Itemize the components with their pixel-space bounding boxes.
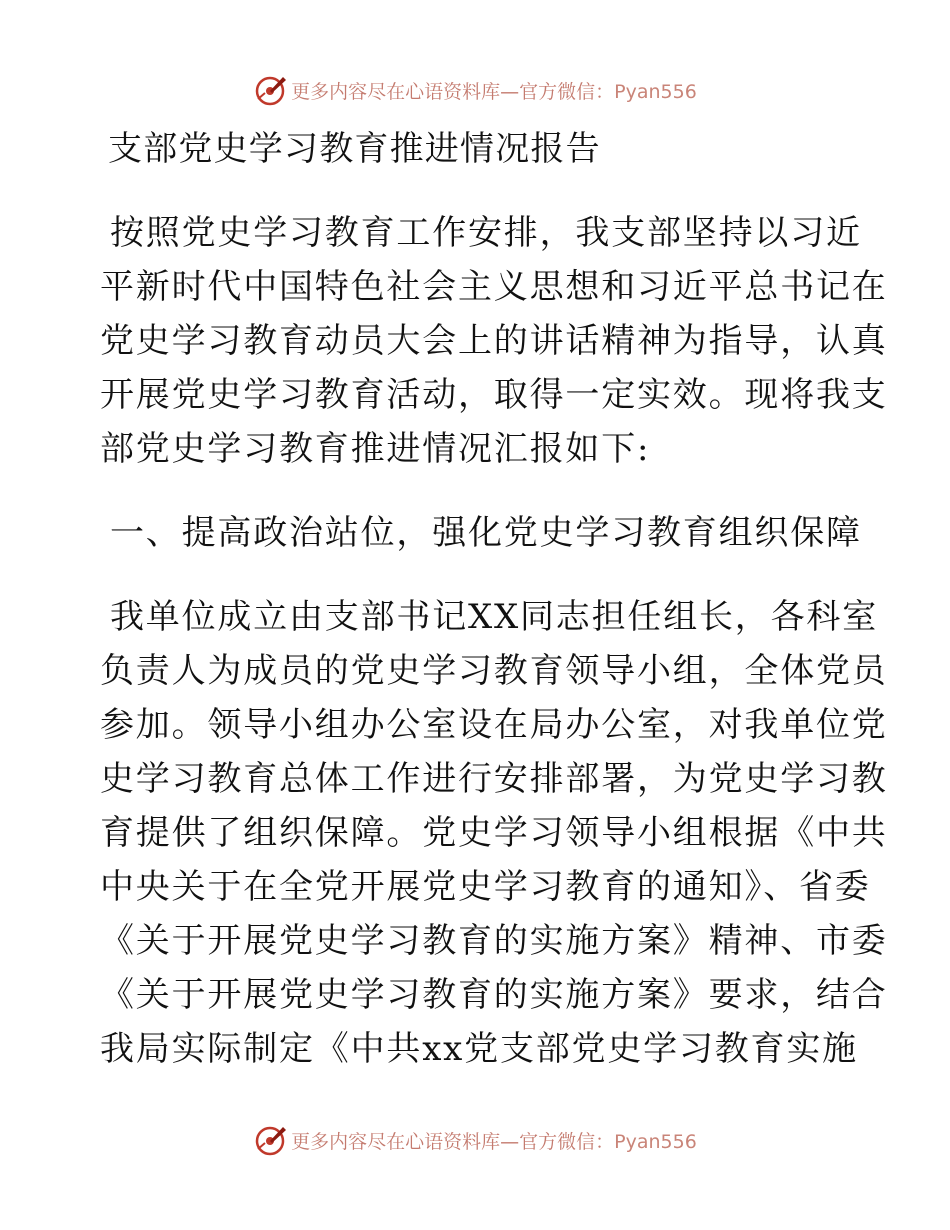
paragraph-line: 《关于开展党史学习教育的实施方案》要求，结合: [100, 975, 888, 1015]
paragraph-line: 参加。领导小组办公室设在局办公室，对我单位党: [100, 705, 888, 745]
pen-logo-icon: [253, 1123, 287, 1157]
watermark-text: [291, 1127, 697, 1154]
watermark-text: [291, 77, 697, 104]
watermark-wechat-id: Pyan556: [614, 1130, 697, 1153]
watermark-footer: [0, 1122, 950, 1158]
paragraph-line: 按照党史学习教育工作安排，我支部坚持以习近: [110, 213, 862, 253]
paragraph-line: 《关于开展党史学习教育的实施方案》精神、市委: [100, 921, 888, 961]
paragraph-line: 我单位成立由支部书记XX同志担任组长，各科室: [110, 597, 879, 637]
paragraph-line: 平新时代中国特色社会主义思想和习近平总书记在: [100, 267, 888, 307]
watermark-header: [0, 72, 950, 108]
document-body: [100, 122, 888, 1076]
paragraph-line: 史学习教育总体工作进行安排部署，为党史学习教: [100, 759, 888, 799]
paragraph-line: 中央关于在全党开展党史学习教育的通知》、省委: [100, 867, 871, 907]
paragraph-line: 负责人为成员的党史学习教育领导小组，全体党员: [100, 651, 888, 691]
section1-paragraph: [100, 590, 888, 1076]
paragraph-line: 开展党史学习教育活动，取得一定实效。现将我支: [100, 375, 888, 415]
document-title: 支部党史学习教育推进情况报告: [108, 129, 601, 169]
paragraph-line: 育提供了组织保障。党史学习领导小组根据《中共: [100, 813, 888, 853]
intro-paragraph: [100, 206, 888, 476]
watermark-wechat-id: Pyan556: [614, 80, 697, 103]
paragraph-line: 我局实际制定《中共xx党支部党史学习教育实施: [100, 1029, 858, 1069]
pen-logo-icon: [253, 73, 287, 107]
watermark-label: 更多内容尽在心语资料库—官方微信：: [291, 80, 615, 103]
paragraph-line: 党史学习教育动员大会上的讲话精神为指导，认真: [100, 321, 888, 361]
section-heading: 一、提高政治站位，强化党史学习教育组织保障: [110, 513, 862, 553]
paragraph-line: 部党史学习教育推进情况汇报如下:: [100, 429, 651, 469]
watermark-label: 更多内容尽在心语资料库—官方微信：: [291, 1130, 615, 1153]
